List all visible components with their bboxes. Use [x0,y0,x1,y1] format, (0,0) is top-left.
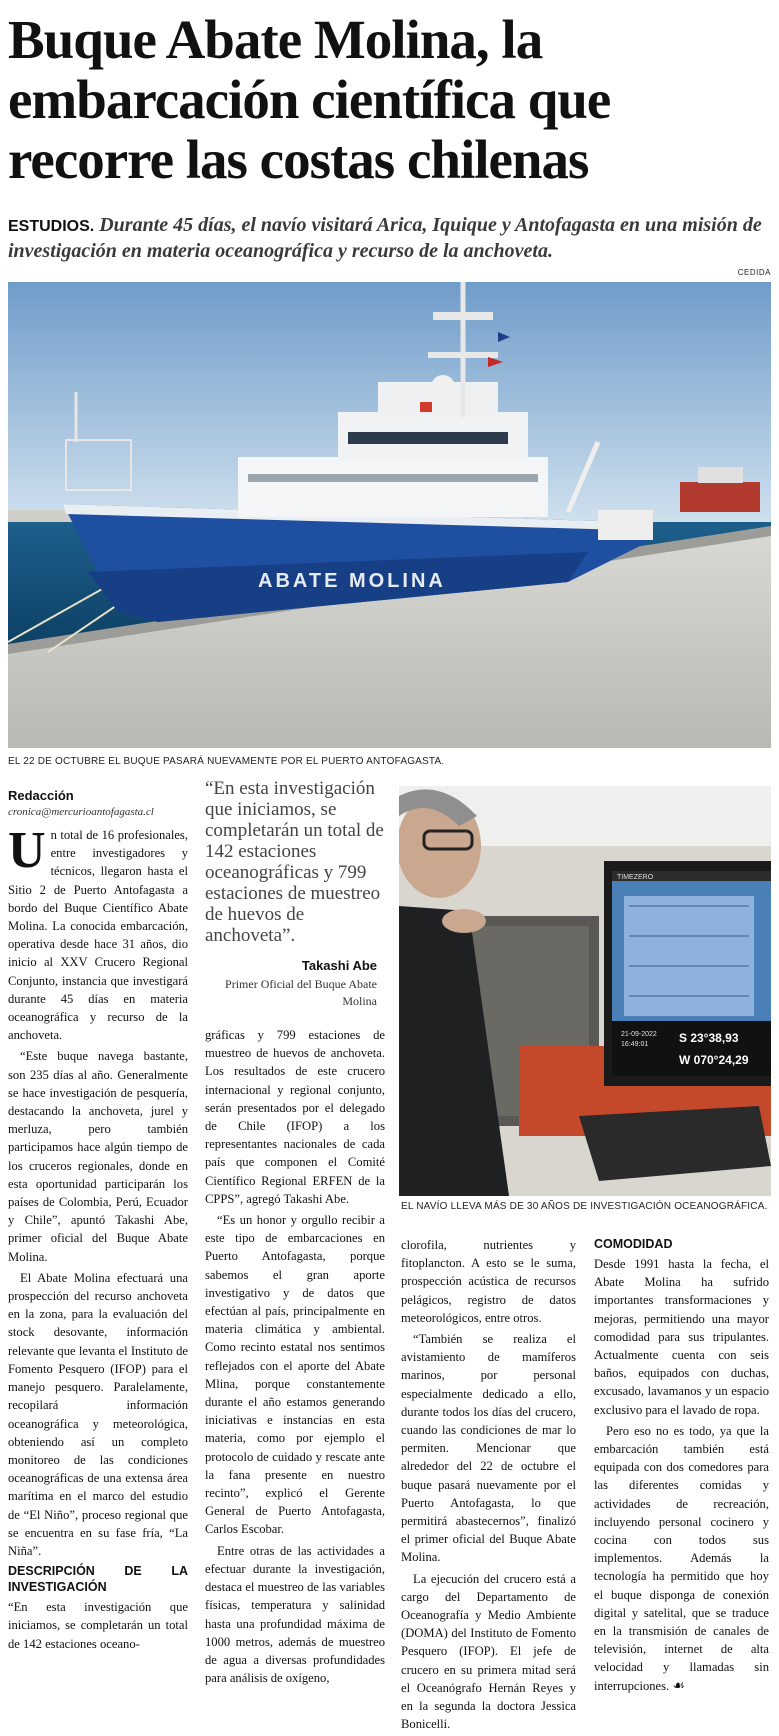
subhead-investigation: DESCRIPCIÓN DE LA INVESTIGACIÓN [8,1564,188,1595]
photo1-caption: EL 22 DE OCTUBRE EL BUQUE PASARÁ NUEVAMENTE POR EL PUERTO ANTOFAGASTA. [8,756,445,767]
col2-paragraph-1: gráficas y 799 estaciones de muestreo de huevos de anchoveta. Los resultados de este crucero internacional y regional conjunto, serán presentados por el delegado de Chile (IFOP) a los representantes nacionales de cada país que componen el Comité Científico Regional ERFEN de la CPPS”, agregó Takashi Abe. [205,1028,385,1206]
deck-text: Durante 45 días, el navío visitará Arica, Iquique y Antofagasta en una misión de investigación en materia oceanográfica y recurso de la anchoveta. [8,214,762,262]
col2-paragraph-3: Entre otras de las actividades a efectuar durante la investigación, destaca el muestreo de las variables físicas, temperatura y salinidad hasta una profundidad máxima de 1000 metros, además de muestreo de agua a diversas profundidades para análisis de oxígeno, [205,1543,385,1686]
column-3 [401,1236,576,1736]
ship-illustration [8,282,771,748]
ship-photo [8,282,771,748]
photo-credit: CEDIDA [737,268,771,277]
col1-paragraph-3: El Abate Molina efectuará una prospección del recurso anchoveta en la zona, para la evaluación del stock desovante, información relevante que levanta el Instituto de Fomento Pesquero (IFOP) para el manejo pesquero. Paralelamente, recopilará información oceanográfica y meteorológica, obteniendo así un completo monitoreo de las condiciones oceanográficas de una extensa área marítima en el marco del estudio de “El Niño”, proceso regional que se encuentra en su fase fría, “La Niña”. [8,1270,188,1558]
col3-paragraph-3: La ejecución del crucero está a cargo del Departamento de Oceanografía y Medio Ambiente (DOMA) del Instituto de Fomento Pesquero (IFOP). El jefe de crucero en su primera mitad será el Oceanógrafo Hernán Reyes y en la segunda la doctora Jessica Bonicelli. [401,1571,576,1732]
drop-cap: U [8,822,46,879]
officer-illustration [399,786,771,1196]
col1-paragraph-4: “En esta investigación que iniciamos, se completarán un total de 142 estaciones oceano- [8,1600,188,1651]
col3-paragraph-2: “También se realiza el avistamiento de mamíferos marinos, por personal especialmente dedicado a ello, durante todos los días del crucero, cuando las condiciones de mar lo permiten. Mencionar que alrededor del 22 de octubre el buque pasará nuevamente por el Puerto Antofagasta, lo que permitirá abastecernos”, finalizó el primer oficial del Buque Abate Molina. [401,1332,576,1565]
column-4 [594,1236,769,1699]
byline-email: cronica@mercurioantofagasta.cl [8,806,154,818]
col1-paragraph-1: Un total de 16 profesionales, entre investigadores y técnicos, llegaron hasta el Sitio 2 de Puerto Antofagasta a bordo del Buque Científico Abate Molina. La conocida embarcación, operativa desde hace 31 años, dio inicio al XXV Crucero Regional Conjunto, instancia que investigará durante 45 días en materia oceanográfica y recurso de la anchoveta. [8,822,188,1043]
photo2-caption: EL NAVÍO LLEVA MÁS DE 30 AÑOS DE INVESTIGACIÓN OCEANOGRÁFICA. [401,1201,768,1212]
column-2 [205,1026,385,1690]
pull-quote-name: Takashi Abe [301,958,377,973]
col3-paragraph-1: clorofila, nutrientes y fitoplancton. A esto se le suma, prospección acústica de recursos pelágicos, registro de datos meteorológicos, entre otros. [401,1238,576,1325]
col2-paragraph-2: “Es un honor y orgullo recibir a este tipo de embarcaciones en Puerto Antofagasta, porque sabemos el gran aporte investigativo y de datos que efectúan al país, principalmente en materia climática y ambiental. Como recinto estatal nos sentimos reflejados con el aporte del Abate Mlina, porque constantemente durante el año estamos generando iniciativas e instancias en esta materia, como por ejemplo el protocolo de cuidado y rescate ante la fana presente en nuestro recinto”, explicó el Gerente General de Puerto Antofagasta, Carlos Escobar. [205,1213,385,1537]
screen-time: 16:49:01 [621,1041,649,1048]
hull-text: ABATE MOLINA [258,570,446,592]
pull-quote-role: Primer Oficial del Buque Abate Molina [225,977,377,1008]
col4-paragraph-1: Desde 1991 hasta la fecha, el Abate Molina ha sufrido importantes transformaciones y mejoras, permitiendo una mayor comodidad para sus tripulantes. Actualmente cuenta con seis baños, equipados con duchas, excusado, lavamanos y un espacio exclusivo para el lavado de ropa. [594,1257,769,1417]
deck-kicker: ESTUDIOS. [8,218,95,235]
pull-quote: “En esta investigación que iniciamos, se completarán un total de 142 estaciones oceanográficas y 799 estaciones de muestreo de huevos de anchoveta”. [205,778,384,946]
screen-date: 21-09-2022 [621,1031,657,1038]
screen-lon: W 070°24,29 [679,1053,749,1067]
column-1 [8,822,188,1656]
headline: Buque Abate Molina, la embarcación científica que recorre las costas chilenas [8,9,611,190]
officer-photo [399,786,771,1196]
subhead-comfort: COMODIDAD [594,1237,673,1251]
col1-paragraph-2: “Este buque navega bastante, son 235 días al año. Generalmente se hace investigación de pesquería, destacando la anchoveta, jurel y merluza, pero también participamos hace algún tiempo de los cruceros regionales, donde en esta oportunidad participarán los países de Colombia, Perú, Ecuador y Chile”, apuntó Takashi Abe, primer oficial del Buque Abate Molina. [8,1049,188,1264]
screen-brand: TIMEZERO [617,874,654,881]
byline-author: Redacción [8,788,74,803]
end-mark: ☙ [672,1678,685,1694]
screen-lat: S 23°38,93 [679,1031,739,1045]
col4-paragraph-2: Pero eso no es todo, ya que la embarcación también está equipada con dos comedores para las diferentes comidas y actividades de recreación, incluyendo personal cocinero y cocina con todos sus implementos. Además la tecnología ha permitido que hoy el buque disponga de conexión digital y satelital, que se traduce en la transmisión de canales de televisión, internet de alta velocidad y llamadas sin interrupciones. ☙ [594,1423,769,1694]
deck [8,213,773,264]
